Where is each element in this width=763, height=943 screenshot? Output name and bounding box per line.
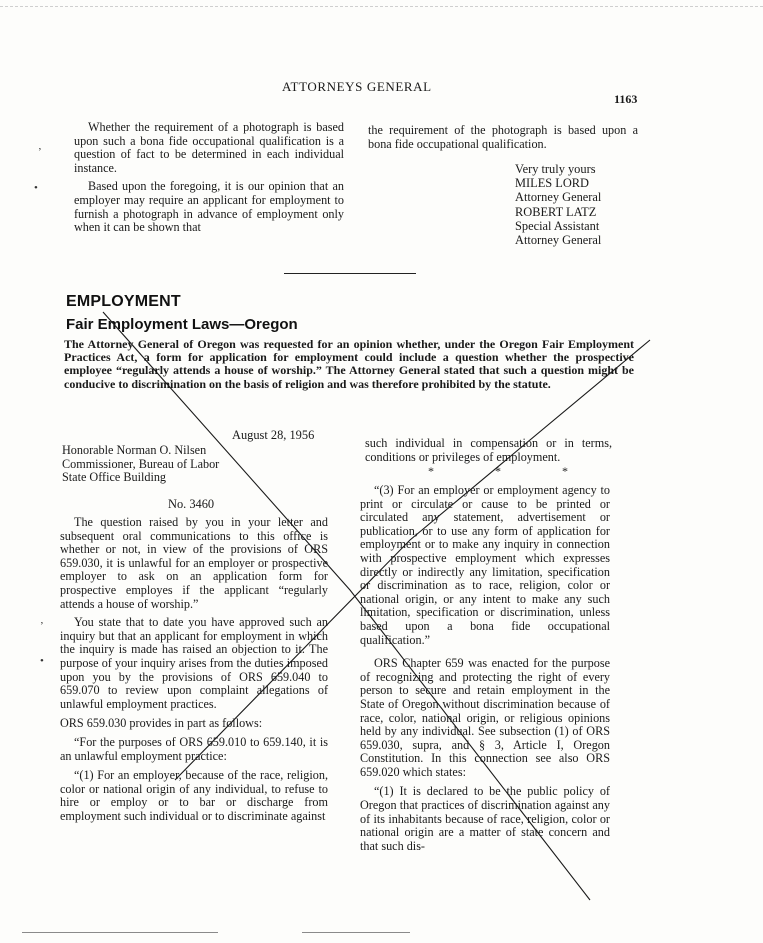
strike-line-descending xyxy=(103,312,590,900)
paragraph: You state that to date you have approved such an inquiry but that an applicant for employment in which the inquiry is made has raised an objection to it. The purpose of your inquiry arises from the duties imposed upon you by the provisions of ORS 659.040 to 659.070 to review upon complaint allegations of unlawful employment practices. xyxy=(60,615,328,711)
margin-mark: ’ xyxy=(38,146,42,158)
margin-mark: ’ xyxy=(40,620,44,632)
letter-date: August 28, 1956 xyxy=(232,428,315,442)
quote-subsection-1: “(1) For an employer, because of the race, religion, color or national origin of any individual, to refuse to hire or employ or to bar or discharge from employment such individual or to discriminate against xyxy=(60,768,328,823)
margin-mark: • xyxy=(40,655,44,667)
section-title: EMPLOYMENT xyxy=(66,293,181,310)
star: * xyxy=(562,464,568,478)
paragraph: ORS 659.030 provides in part as follows: xyxy=(60,716,263,731)
section-subtitle: Fair Employment Laws—Oregon xyxy=(66,316,298,333)
sig-closing: Very truly yours xyxy=(515,162,596,176)
running-title: ATTORNEYS GENERAL xyxy=(282,79,432,94)
strike-line-ascending xyxy=(175,340,650,780)
addressee-title: Commissioner, Bureau of Labor xyxy=(62,456,220,471)
sig-name-1: MILES LORD xyxy=(515,176,589,191)
star: * xyxy=(495,464,501,478)
quote-intro: “For the purposes of ORS 659.010 to 659.140, it is an unlawful employment practice: xyxy=(60,734,328,763)
quote-policy: “(1) It is declared to be the public policy of Oregon that practices of discrimination against any of its inhabitants because of race, religion, color or national origin are a matter of state concern and that such dis- xyxy=(360,784,610,853)
addressee-name: Honorable Norman O. Nilsen xyxy=(62,443,207,457)
scan-bottom-line xyxy=(302,932,410,933)
margin-mark: • xyxy=(34,182,38,194)
addressee-place: State Office Building xyxy=(62,470,167,485)
quote-subsection-3: “(3) For an employer or employment agency to print or circulate or cause to be printed or circulated any statement, advertisement or publication, or to use any form of application for employment or to make any inquiry in connection with prospective employment which expresses directly or indirectly any limitation, specification or discrimination as to race, religion, color or national origin, or any intent to make any such limitation, specification or discrimination, unless based upon a bona fide occupational qualification.” xyxy=(360,483,610,647)
paragraph: The question raised by you in your letter and subsequent oral communications to this office is whether or not, in view of the provisions of ORS 659.030, it is unlawful for an employer or prospective employer to ask on an application form for prospective employes if the applicant “regularly attends a house of worship.” xyxy=(60,515,328,611)
scan-bottom-line xyxy=(22,932,218,933)
sig-title-2a: Special Assistant xyxy=(515,218,600,233)
paragraph: the requirement of the photograph is based upon a bona fide occupational qualification. xyxy=(368,123,638,151)
opinion-number: No. 3460 xyxy=(168,497,215,511)
sig-name-2: ROBERT LATZ xyxy=(515,204,597,219)
star: * xyxy=(428,464,434,478)
paragraph: Based upon the foregoing, it is our opinion that an employer may require an applicant for employment to furnish a photograph in advance of employment only when it can be shown that xyxy=(74,179,344,235)
paragraph: ORS Chapter 659 was enacted for the purpose of recognizing and protecting the right of every person to secure and retain employment in the State of Oregon without discrimination because of race, color, national origin, or religious opinions held by any individual. See subsection (1) of ORS 659.030, supra, and § 3, Article I, Oregon Constitution. In this connection see also ORS 659.020 which states: xyxy=(360,656,610,779)
sig-title-1: Attorney General xyxy=(515,190,602,205)
page-number: 1163 xyxy=(614,92,638,106)
headnote-summary: The Attorney General of Oregon was requested for an opinion whether, under the Oregon Fair Employment Practices Act, a form for application for employment could include a question whether the prospective employee “regularly attends a house of worship.” The Attorney General stated that such a question might be conducive to discrimination on the basis of religion and was therefore prohibited by the statute. xyxy=(64,337,634,391)
paragraph: Whether the requirement of a photograph is based upon such a bona fide occupational qualification is a question of fact to be determined in each individual instance. xyxy=(74,120,344,175)
sig-title-2b: Attorney General xyxy=(515,233,602,248)
paragraph: such individual in compensation or in terms, conditions or privileges of employment. xyxy=(365,436,612,464)
